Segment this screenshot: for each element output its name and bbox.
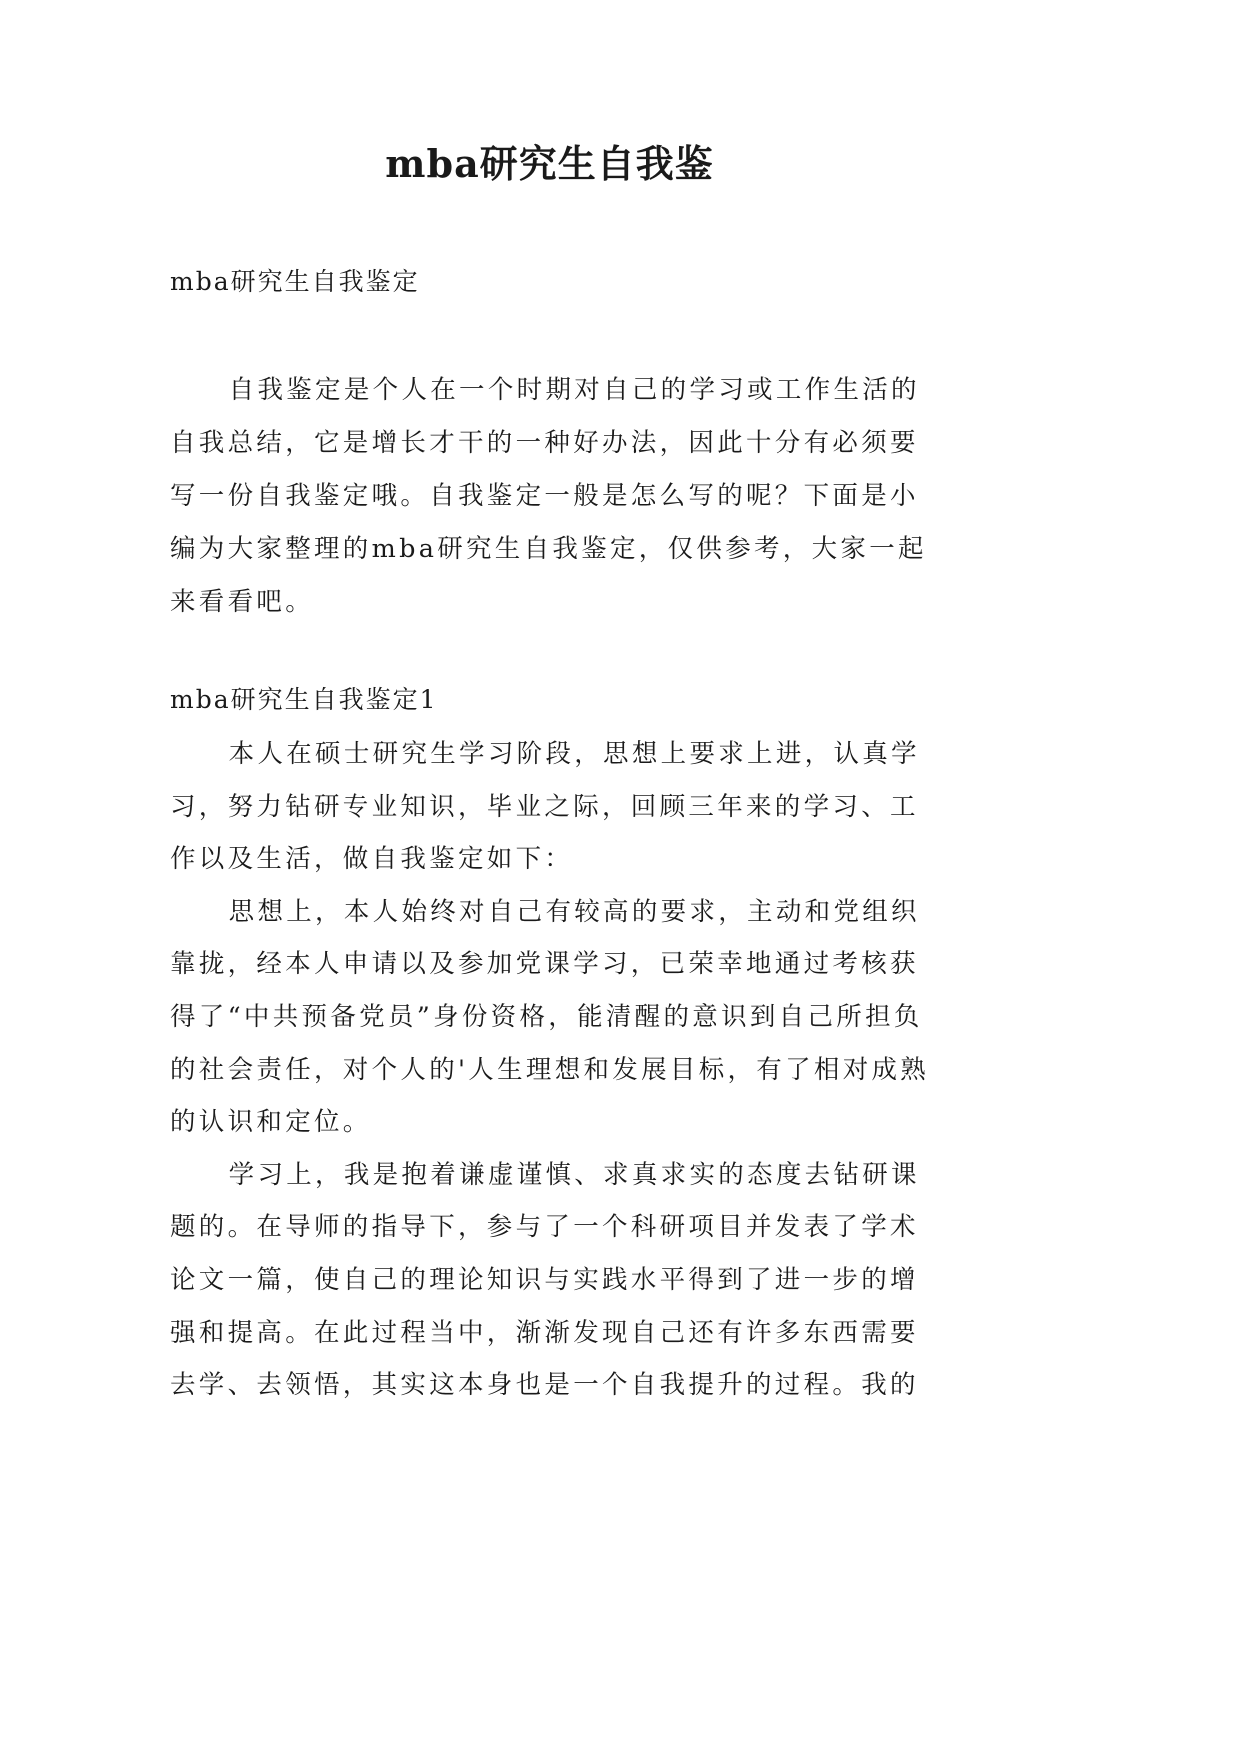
section-heading: mba研究生自我鉴定1: [170, 685, 438, 714]
body-paragraph: 学习上，我是抱着谦虚谨慎、求真求实的态度去钻研课题的。在导师的指导下，参与了一个科研项目并发表了学术论文一篇，使自己的理论知识与实践水平得到了进一步的增强和提高。在此过程当中，渐渐发现自己还有许多东西需要去学、去领悟，其实这本身也是一个自我提升的过程。我的: [170, 1159, 920, 1401]
document-subtitle: mba研究生自我鉴定: [170, 267, 420, 296]
intro-paragraph: 自我鉴定是个人在一个时期对自己的学习或工作生活的自我总结，它是增长才干的一种好办法，因此十分有必须要写一份自我鉴定哦。自我鉴定一般是怎么写的呢？下面是小编为大家整理的mba研究生自我鉴定，仅供参考，大家一起来看看吧。: [170, 375, 927, 617]
document-title: mba研究生自我鉴: [385, 141, 714, 186]
section-body: [170, 728, 940, 1412]
body-paragraph: 本人在硕士研究生学习阶段，思想上要求上进，认真学习，努力钻研专业知识，毕业之际，回顾三年来的学习、工作以及生活，做自我鉴定如下：: [170, 739, 920, 875]
body-paragraph: 思想上，本人始终对自己有较高的要求，主动和党组织靠拢，经本人申请以及参加党课学习，已荣幸地通过考核获得了“中共预备党员”身份资格，能清醒的意识到自己所担负的社会责任，对个人的'人生理想和发展目标，有了相对成熟的认识和定位。: [170, 896, 930, 1138]
